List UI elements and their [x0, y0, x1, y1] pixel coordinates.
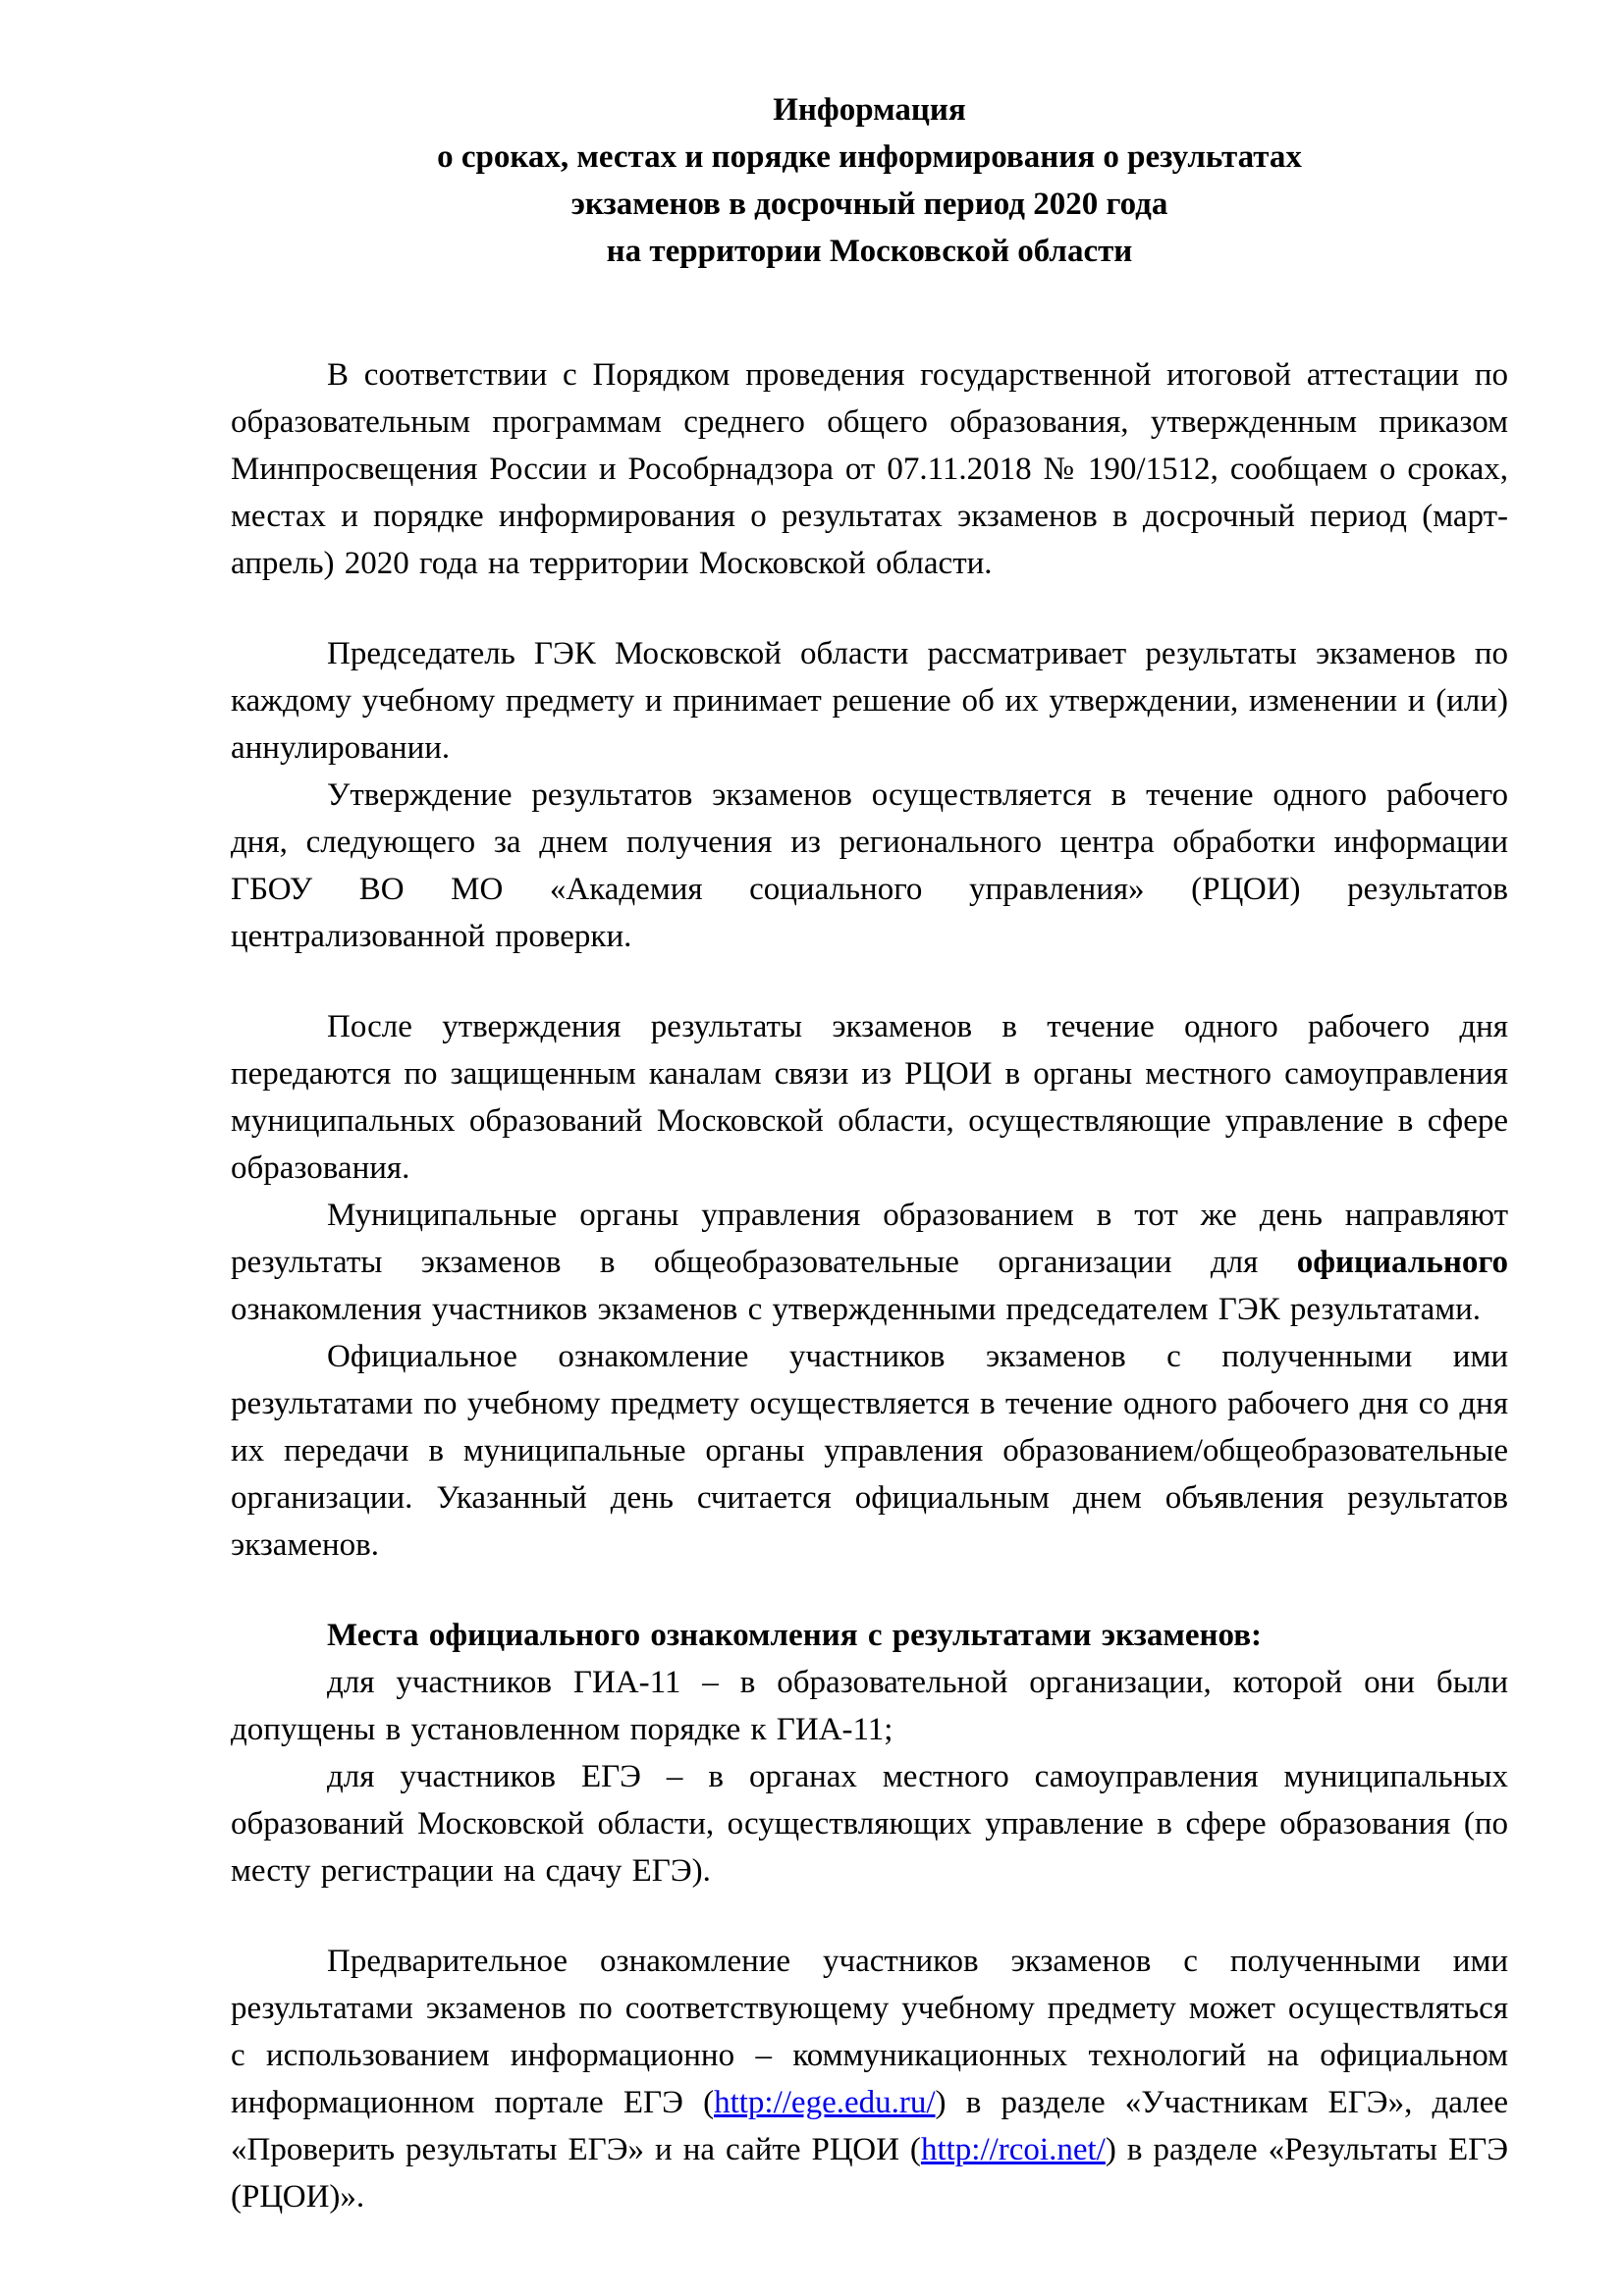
paragraph-intro — [231, 351, 1508, 587]
text-run: После утверждения результаты экзаменов в течение одного рабочего дня передаются по защищенным каналам связи из РЦОИ в органы местного самоуправления муниципальных образований Московской области, осуществляющие управление в сфере образования. — [231, 1009, 1508, 1186]
text-run: ) в разделе «Участникам ЕГЭ», далее «Проверить результаты ЕГЭ» и на сайте РЦОИ ( — [231, 2085, 1508, 2167]
text-run: Официальное ознакомление участников экзаменов с полученными ими результатами по учебному предмету осуществляется в течение одного рабочего дня со дня их передачи в муниципальные органы управления образованием/общеобразовательные организации. Указанный день считается официальным днем объявления результатов экзаменов. — [231, 1339, 1508, 1563]
bold-text-run: официального — [1296, 1245, 1508, 1280]
text-run: Утверждение результатов экзаменов осуществляется в течение одного рабочего дня, следующего за днем получения из регионального центра обработки информации ГБОУ ВО МО «Академия социального управления» (РЦОИ) результатов централизованной проверки. — [231, 777, 1508, 954]
hyperlink[interactable]: http://rcoi.net/ — [920, 2132, 1106, 2167]
text-run: ) в разделе «Результаты ЕГЭ (РЦОИ)». — [231, 2132, 1509, 2215]
paragraph-transfer — [231, 1003, 1508, 1192]
paragraph-gek-chairman — [231, 630, 1508, 772]
title-line-2: о сроках, местах и порядке информирования о результатах — [437, 139, 1302, 175]
text-run: Муниципальные органы управления образованием в тот же день направляют результаты экзаменов в общеобразовательные организации для — [231, 1198, 1508, 1280]
paragraph-official-day — [231, 1333, 1508, 1569]
text-run: ознакомления участников экзаменов с утвержденными председателем ГЭК результатами. — [231, 1292, 1482, 1327]
paragraph-preliminary — [231, 1938, 1508, 2220]
title-line-1: Информация — [773, 92, 966, 128]
paragraph-ege — [231, 1753, 1508, 1895]
text-run: Предварительное ознакомление участников экзаменов с полученными ими результатами экзаменов по соответствующему учебному предмету может осуществляться с использованием информационно – коммуникационных технологий на официальном информационном портале ЕГЭ ( — [231, 1944, 1508, 2120]
heading-places — [231, 1612, 1508, 1659]
paragraph-approval — [231, 772, 1508, 960]
title-line-3: экзаменов в досрочный период 2020 года — [570, 187, 1168, 222]
paragraph-gia11 — [231, 1659, 1508, 1753]
title-line-4: на территории Московской области — [606, 234, 1133, 269]
document-body — [231, 351, 1508, 2220]
text-run: для участников ГИА-11 – в образовательной организации, которой они были допущены в установленном порядке к ГИА-11; — [231, 1665, 1508, 1747]
paragraph-municipal — [231, 1192, 1508, 1333]
text-run: для участников ЕГЭ – в органах местного самоуправления муниципальных образований Московской области, осуществляющих управление в сфере образования (по месту регистрации на сдачу ЕГЭ). — [231, 1759, 1508, 1889]
text-run: Председатель ГЭК Московской области рассматривает результаты экзаменов по каждому учебному предмету и принимает решение об их утверждении, изменении и (или) аннулировании. — [231, 636, 1508, 766]
hyperlink[interactable]: http://ege.edu.ru/ — [714, 2085, 936, 2120]
bold-text-run: Места официального ознакомления с результатами экзаменов: — [327, 1618, 1263, 1653]
document-title — [231, 86, 1508, 275]
text-run: В соответствии с Порядком проведения государственной итоговой аттестации по образовательным программам среднего общего образования, утвержденным приказом Минпросвещения России и Рособрнадзора от 07.11.2018 № 190/1512, сообщаем о сроках, местах и порядке информирования о результатах экзаменов в досрочный период (март-апрель) 2020 года на территории Московской области. — [231, 357, 1508, 581]
